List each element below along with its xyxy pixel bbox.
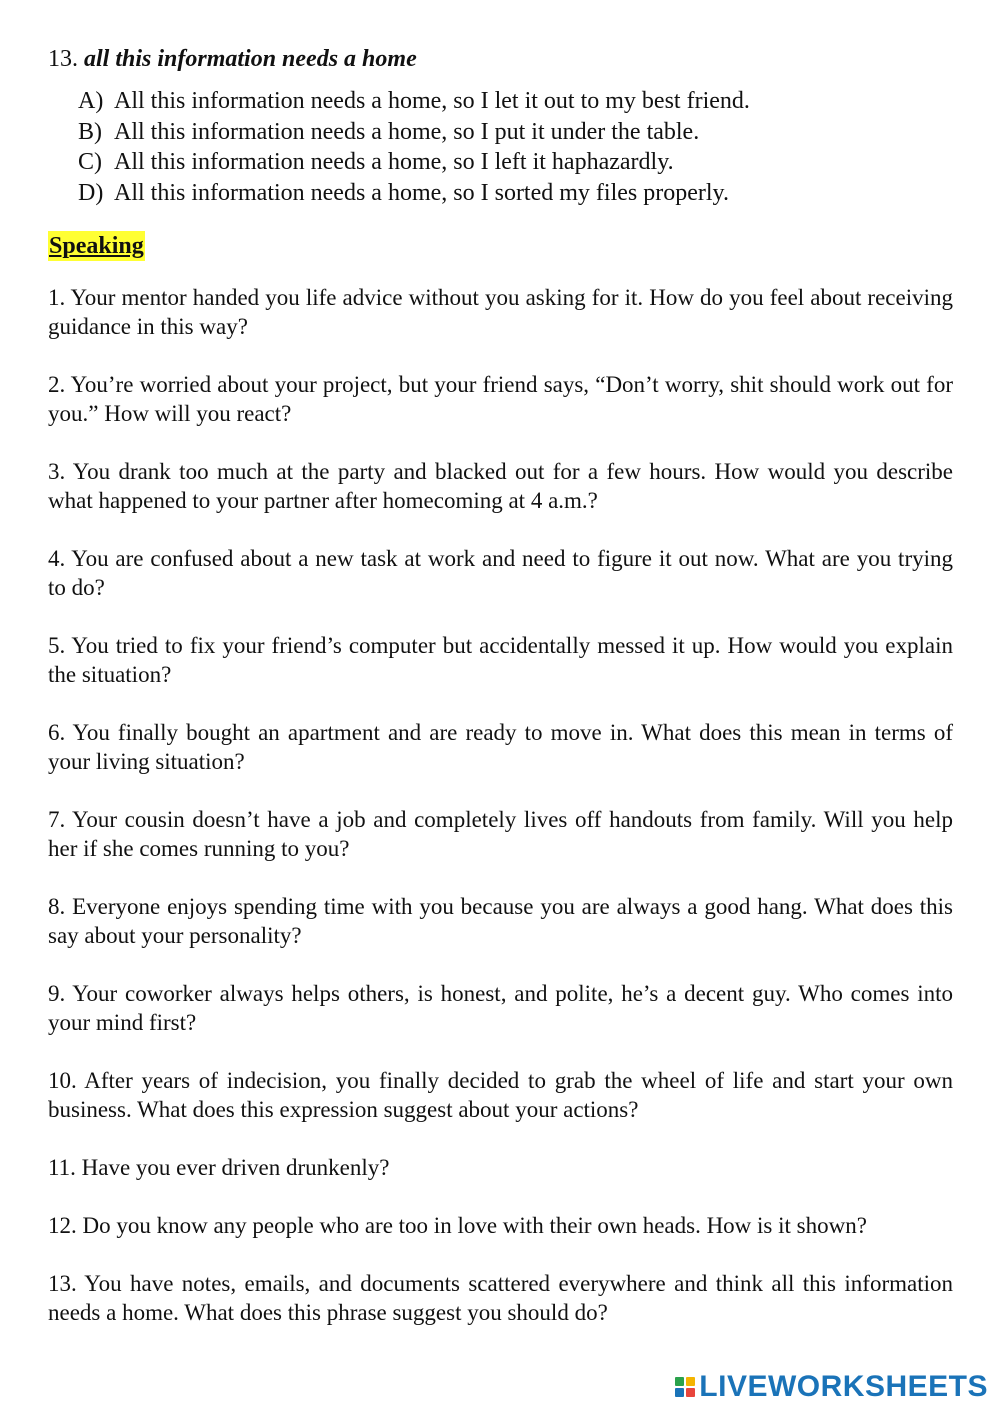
- speaking-question-1: 1. Your mentor handed you life advice without you asking for it. How do you feel about receiving guidance in this way?: [48, 285, 953, 339]
- option-d: [78, 178, 953, 209]
- worksheet-page: [48, 44, 953, 1356]
- speaking-question-4: 4. You are confused about a new task at work and need to figure it out now. What are you trying to do?: [48, 546, 953, 600]
- speaking-question-7: 7. Your cousin doesn’t have a job and completely lives off handouts from family. Will you help her if she comes running to you?: [48, 807, 953, 861]
- speaking-question-9: 9. Your coworker always helps others, is honest, and polite, he’s a decent guy. Who comes into your mind first?: [48, 981, 953, 1035]
- speaking-question-11: 11. Have you ever driven drunkenly?: [48, 1155, 390, 1180]
- logo-text: LIVEWORKSHEETS: [699, 1370, 988, 1403]
- speaking-question-8: 8. Everyone enjoys spending time with you because you are always a good hang. What does this say about your personality?: [48, 894, 953, 948]
- question-13-number: 13.: [48, 46, 78, 72]
- option-b: [78, 117, 953, 148]
- option-letter: A): [78, 88, 104, 114]
- option-letter: D): [78, 179, 104, 206]
- option-text: All this information needs a home, so I let it out to my best friend.: [114, 88, 750, 114]
- liveworksheets-logo[interactable]: [675, 1370, 988, 1404]
- speaking-question-12: 12. Do you know any people who are too in love with their own heads. How is it shown?: [48, 1213, 867, 1238]
- option-c: [78, 147, 953, 178]
- option-text: All this information needs a home, so I sorted my files properly.: [114, 179, 729, 206]
- speaking-question-10: 10. After years of indecision, you finally decided to grab the wheel of life and start your own business. What does this expression suggest about your actions?: [48, 1068, 953, 1122]
- option-text: All this information needs a home, so I left it haphazardly.: [114, 149, 674, 175]
- speaking-question-3: 3. You drank too much at the party and blacked out for a few hours. How would you describe what happened to your partner after homecoming at 4 a.m.?: [48, 459, 953, 513]
- option-a: [78, 86, 953, 117]
- speaking-section-title: Speaking: [49, 233, 144, 259]
- speaking-question-6: 6. You finally bought an apartment and are ready to move in. What does this mean in terms of your living situation?: [48, 720, 953, 774]
- option-letter: C): [78, 149, 102, 175]
- liveworksheets-logo-icon: [675, 1377, 695, 1397]
- speaking-question-2: 2. You’re worried about your project, but your friend says, “Don’t worry, shit should work out for you.” How will you react?: [48, 372, 953, 426]
- speaking-question-13: 13. You have notes, emails, and documents scattered everywhere and think all this information needs a home. What does this phrase suggest you should do?: [48, 1271, 953, 1325]
- question-13-heading: [48, 44, 953, 74]
- speaking-questions-list: [48, 283, 953, 1327]
- option-letter: B): [78, 118, 102, 145]
- question-13-options: [48, 86, 953, 208]
- speaking-question-5: 5. You tried to fix your friend’s computer but accidentally messed it up. How would you explain the situation?: [48, 633, 953, 687]
- option-text: All this information needs a home, so I put it under the table.: [114, 118, 700, 145]
- question-13-phrase: all this information needs a home: [84, 46, 417, 72]
